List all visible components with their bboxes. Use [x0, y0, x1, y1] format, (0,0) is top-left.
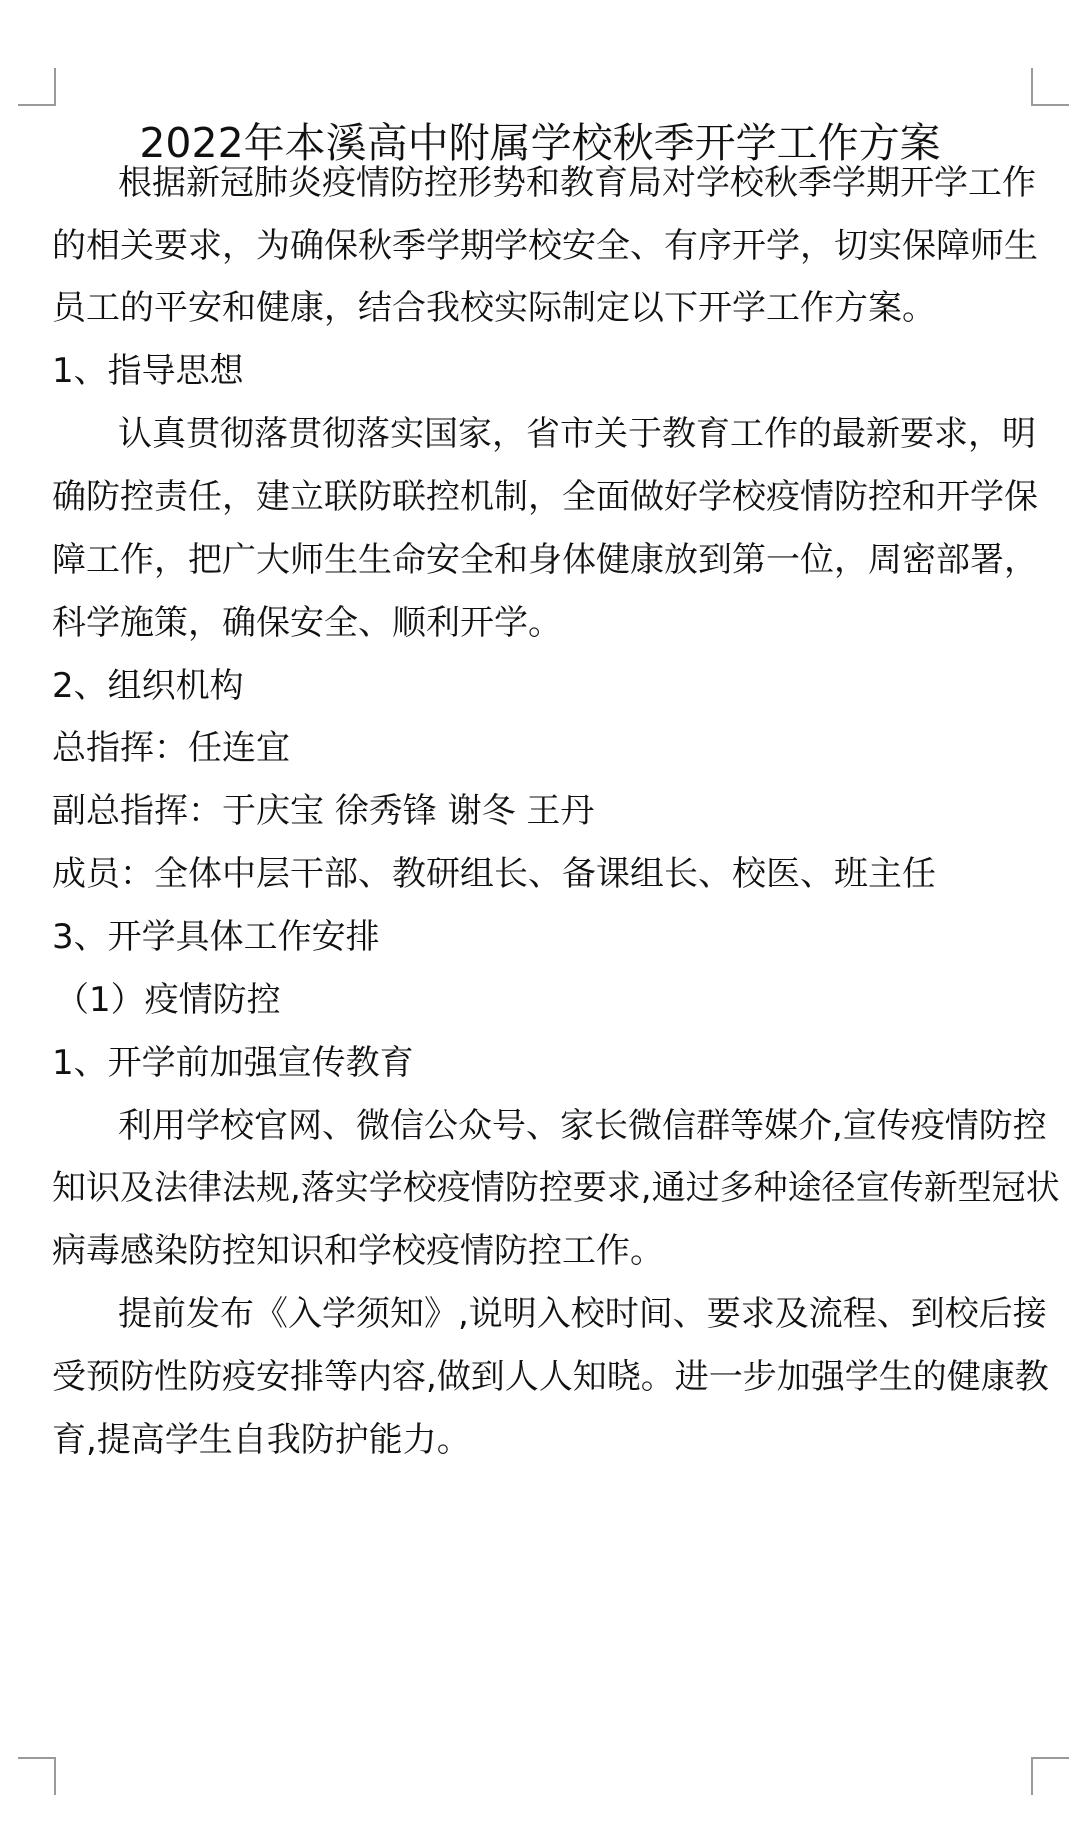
section-1-line-3: 障工作，把广大师生生命安全和身体健康放到第一位，周密部署，: [52, 540, 1038, 580]
section-3-subheading: （1）疫情防控: [55, 980, 281, 1020]
section-1-line-4: 科学施策，确保安全、顺利开学。: [52, 603, 562, 643]
intro-line-2: 的相关要求，为确保秋季学期学校安全、有序开学，切实保障师生: [52, 226, 1038, 266]
section-3-item-heading: 1、开学前加强宣传教育: [52, 1043, 414, 1083]
crop-mark-bottom-left: [18, 1757, 56, 1795]
section-3-heading: 3、开学具体工作安排: [52, 917, 380, 957]
section-1-line-2: 确防控责任，建立联防联控机制，全面做好学校疫情防控和开学保: [52, 477, 1038, 517]
para-2-line-2: 受预防性防疫安排等内容,做到人人知晓。进一步加强学生的健康教: [52, 1357, 1049, 1397]
section-1-heading: 1、指导思想: [52, 351, 244, 391]
para-2-line-3: 育,提高学生自我防护能力。: [52, 1420, 471, 1460]
intro-line-3: 员工的平安和健康，结合我校实际制定以下开学工作方案。: [52, 288, 936, 328]
document-title: 2022年本溪高中附属学校秋季开学工作方案: [139, 119, 941, 167]
section-2-heading: 2、组织机构: [52, 666, 244, 706]
para-2-line-1: 提前发布《入学须知》,说明入校时间、要求及流程、到校后接: [118, 1294, 1047, 1334]
intro-line-1: 根据新冠肺炎疫情防控形势和教育局对学校秋季学期开学工作: [118, 163, 1036, 203]
crop-mark-bottom-right: [1031, 1757, 1069, 1795]
section-1-line-1: 认真贯彻落贯彻落实国家，省市关于教育工作的最新要求，明: [118, 414, 1036, 454]
para-1-line-3: 病毒感染防控知识和学校疫情防控工作。: [52, 1231, 664, 1271]
crop-mark-top-right: [1031, 68, 1069, 106]
members-line: 成员：全体中层干部、教研组长、备课组长、校医、班主任: [52, 854, 936, 894]
para-1-line-1: 利用学校官网、微信公众号、家长微信群等媒介,宣传疫情防控: [118, 1106, 1047, 1146]
commander-line: 总指挥：任连宜: [52, 728, 290, 768]
deputy-commander-line: 副总指挥：于庆宝 徐秀锋 谢冬 王丹: [52, 791, 595, 831]
para-1-line-2: 知识及法律法规,落实学校疫情防控要求,通过多种途径宣传新型冠状: [52, 1168, 1060, 1208]
crop-mark-top-left: [18, 68, 56, 106]
